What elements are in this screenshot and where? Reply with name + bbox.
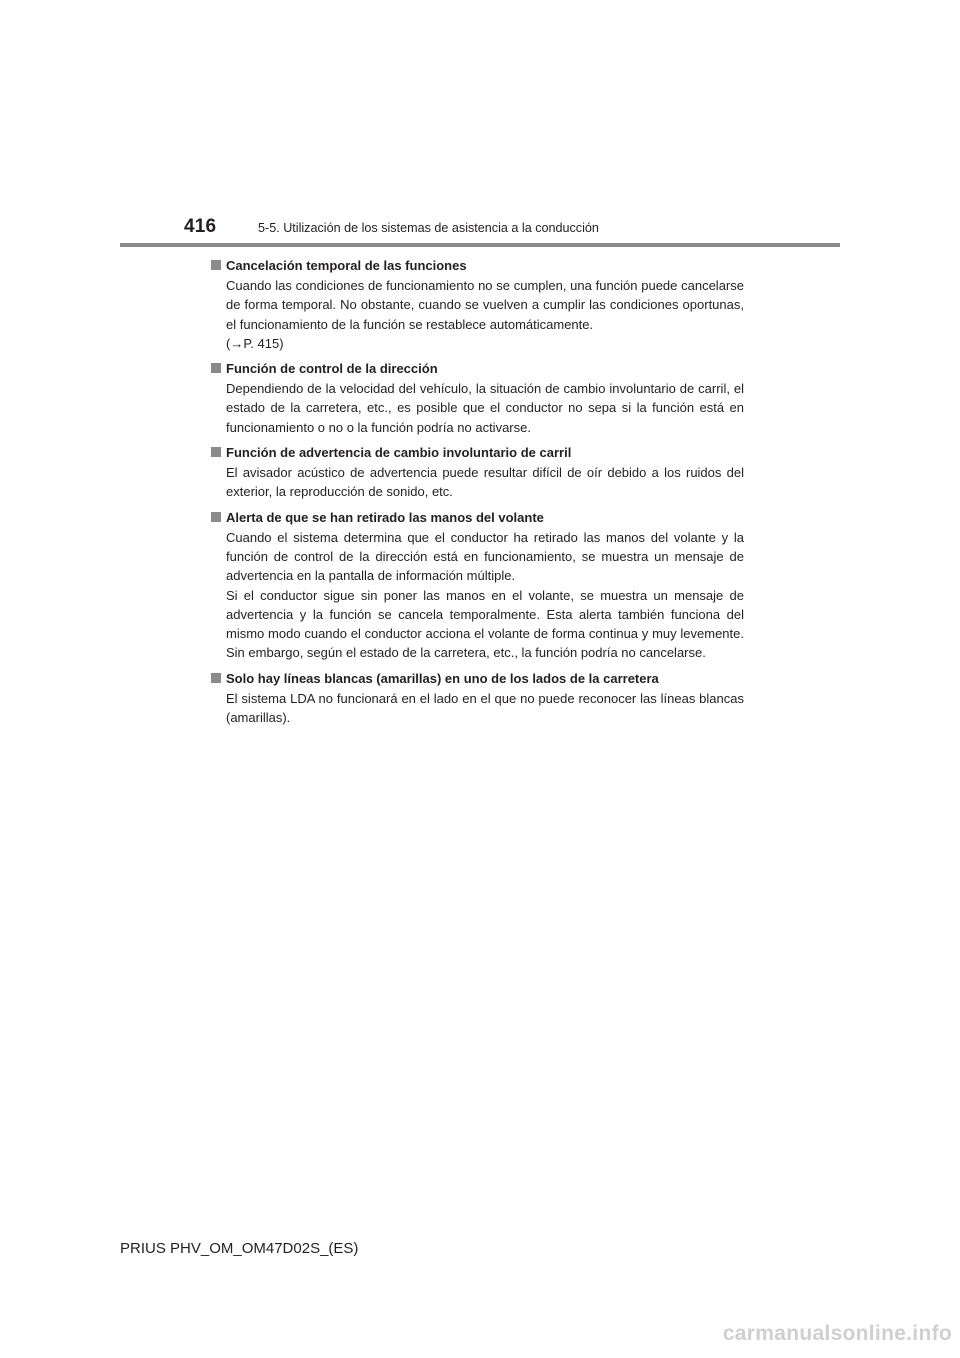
section-heading-text: Función de advertencia de cambio involuntario de carril <box>226 445 572 461</box>
square-bullet-icon <box>211 447 221 457</box>
section-heading-text: Cancelación temporal de las funciones <box>226 258 467 273</box>
section-paragraph: El avisador acústico de advertencia puede resultar difícil de oír debido a los ruidos del exterior, la reproducción de sonido, etc. <box>226 465 744 500</box>
section-lane-departure-warning <box>210 443 744 502</box>
header-divider <box>120 243 840 247</box>
section-paragraph: Dependiendo de la velocidad del vehículo, la situación de cambio involuntario de carril, el estado de la carretera, etc., es posible que el conductor no sepa si la función está en funcionamiento o no o la función podría no activarse. <box>226 381 744 435</box>
document-code: PRIUS PHV_OM_OM47D02S_(ES) <box>120 1240 359 1257</box>
section-single-side-lines <box>210 669 744 728</box>
square-bullet-icon <box>211 512 221 522</box>
section-heading-text: Alerta de que se han retirado las manos del volante <box>226 509 544 525</box>
square-bullet-icon <box>211 260 221 270</box>
square-bullet-icon <box>211 363 221 373</box>
section-paragraph: El sistema LDA no funcionará en el lado en el que no puede reconocer las líneas blancas (amarillas). <box>226 690 744 726</box>
section-heading <box>210 256 744 275</box>
section-heading <box>210 669 744 688</box>
watermark-text: carmanualsonline.info <box>722 1322 952 1345</box>
section-heading <box>210 443 744 462</box>
page-number: 416 <box>184 216 217 237</box>
section-paragraph: Cuando las condiciones de funcionamiento no se cumplen, una función puede cancelarse de forma temporal. No obstante, cuando se vuelven a cumplir las condiciones oportunas, el funcionamiento de la función se restablece automáticamente. <box>226 278 744 332</box>
section-paragraph: Cuando el sistema determina que el conductor ha retirado las manos del volante y la función de control de la dirección está en funcionamiento, se muestra un mensaje de advertencia en la pantalla de información múltiple. <box>226 529 744 584</box>
section-heading-text: Solo hay líneas blancas (amarillas) en uno de los lados de la carretera <box>226 670 659 686</box>
section-heading <box>210 359 744 378</box>
section-heading-text: Función de control de la dirección <box>226 361 438 377</box>
section-title: 5-5. Utilización de los sistemas de asistencia a la conducción <box>258 221 599 235</box>
page-reference-link[interactable]: (→P. 415) <box>226 335 284 351</box>
page-content <box>210 256 744 733</box>
section-heading <box>210 508 744 527</box>
section-temporary-cancellation <box>210 256 744 353</box>
section-steering-control <box>210 359 744 437</box>
square-bullet-icon <box>211 673 221 683</box>
section-paragraph: Si el conductor sigue sin poner las manos en el volante, se muestra un mensaje de advertencia y la función se cancela temporalmente. Esta alerta también funciona del mismo modo cuando el conductor acciona el volante de forma continua y muy levemente. Sin embargo, según el estado de la carretera, etc., la función podría no cancelarse. <box>226 587 744 661</box>
section-hands-off-alert <box>210 508 744 663</box>
